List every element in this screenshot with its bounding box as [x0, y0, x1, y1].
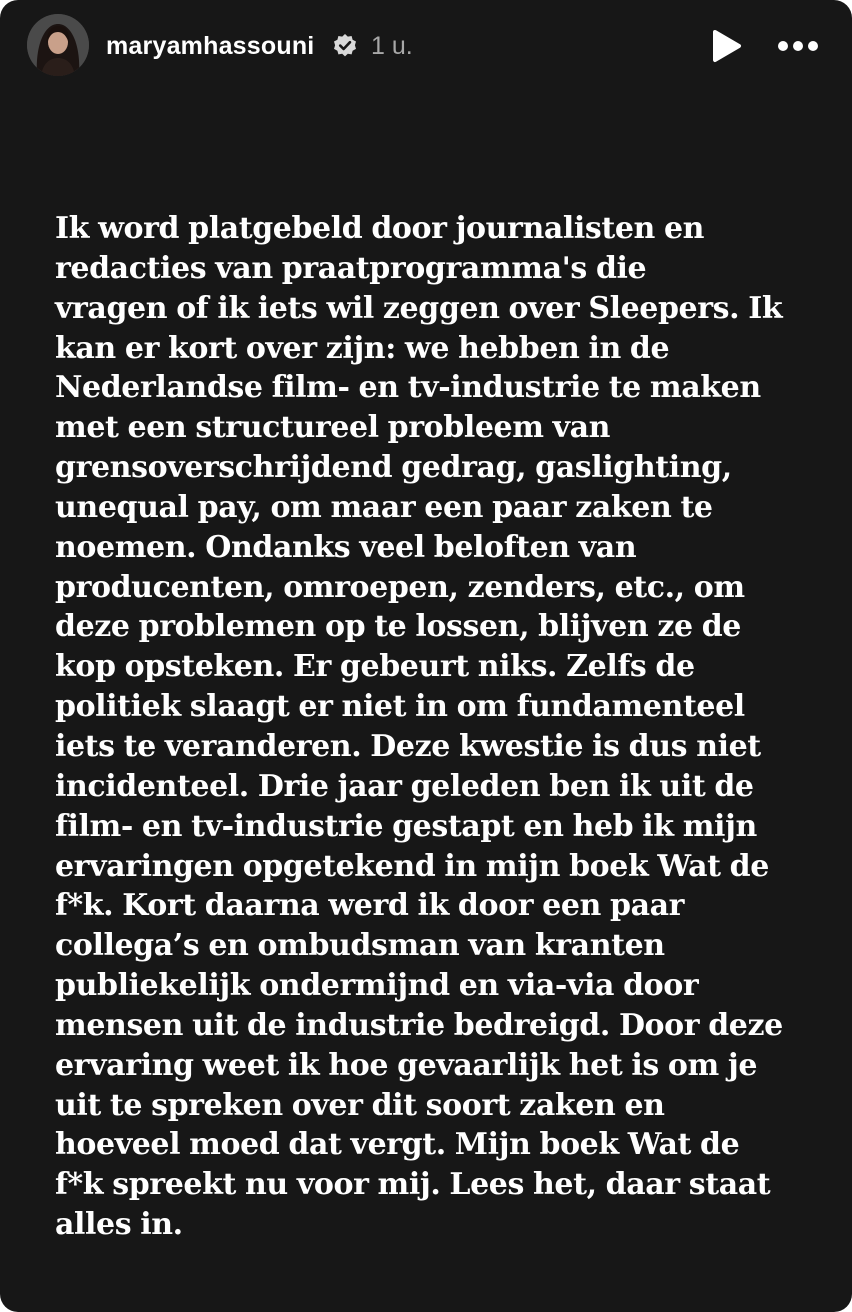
text-line: alles in.	[55, 1207, 183, 1243]
text-line: unequal pay, om maar een paar zaken te	[55, 489, 713, 525]
text-line: redacties van praatprogramma's die	[55, 250, 647, 286]
avatar-image	[27, 14, 89, 76]
text-line: f*k. Kort daarna werd ik door een paar	[55, 888, 685, 924]
play-button[interactable]	[706, 28, 746, 64]
text-line: iets te veranderen. Deze kwestie is dus niet	[55, 728, 761, 764]
text-line: ervaringen opgetekend in mijn boek Wat de	[55, 848, 769, 884]
text-line: film- en tv-industrie gestapt en heb ik mijn	[55, 808, 757, 844]
play-icon	[706, 28, 746, 64]
verified-badge-icon	[332, 33, 358, 59]
text-line: noemen. Ondanks veel beloften van	[55, 529, 637, 565]
post-time: 1 u.	[371, 32, 413, 60]
text-line: kop opsteken. Er gebeurt niks. Zelfs de	[55, 649, 695, 685]
text-line: politiek slaagt er niet in om fundamenteel	[55, 689, 745, 725]
text-line: met een structureel probleem van	[55, 410, 611, 446]
text-line: hoeveel moed dat vergt. Mijn boek Wat de	[55, 1127, 740, 1163]
text-line: Ik word platgebeld door journalisten en	[55, 211, 705, 246]
text-line: deze problemen op te lossen, blijven ze de	[55, 609, 741, 645]
text-line: producenten, omroepen, zenders, etc., om	[55, 569, 745, 605]
story-header	[0, 0, 852, 92]
username[interactable]: maryamhassouni	[106, 32, 315, 60]
text-line: ervaring weet ik hoe gevaarlijk het is om je	[55, 1047, 758, 1083]
text-line: incidenteel. Drie jaar geleden ben ik uit de	[55, 768, 754, 804]
text-line: publiekelijk ondermijnd en via-via door	[55, 968, 699, 1004]
profile-avatar[interactable]	[27, 14, 89, 76]
text-line: f*k spreekt nu voor mij. Lees het, daar staat	[55, 1167, 771, 1203]
text-line: kan er kort over zijn: we hebben in de	[55, 330, 670, 366]
more-options-icon	[774, 30, 822, 62]
text-line: grensoverschrijdend gedrag, gaslighting,	[55, 450, 732, 486]
text-line: vragen of ik iets wil zeggen over Sleepers. Ik	[55, 290, 783, 326]
text-line: collega’s en ombudsman van kranten	[55, 928, 665, 964]
story-text	[55, 209, 835, 1245]
text-line: uit te spreken over dit soort zaken en	[55, 1087, 665, 1123]
more-options-button[interactable]	[774, 30, 822, 62]
text-line: mensen uit de industrie bedreigd. Door deze	[55, 1007, 783, 1043]
text-line: Nederlandse film- en tv-industrie te maken	[55, 370, 761, 406]
